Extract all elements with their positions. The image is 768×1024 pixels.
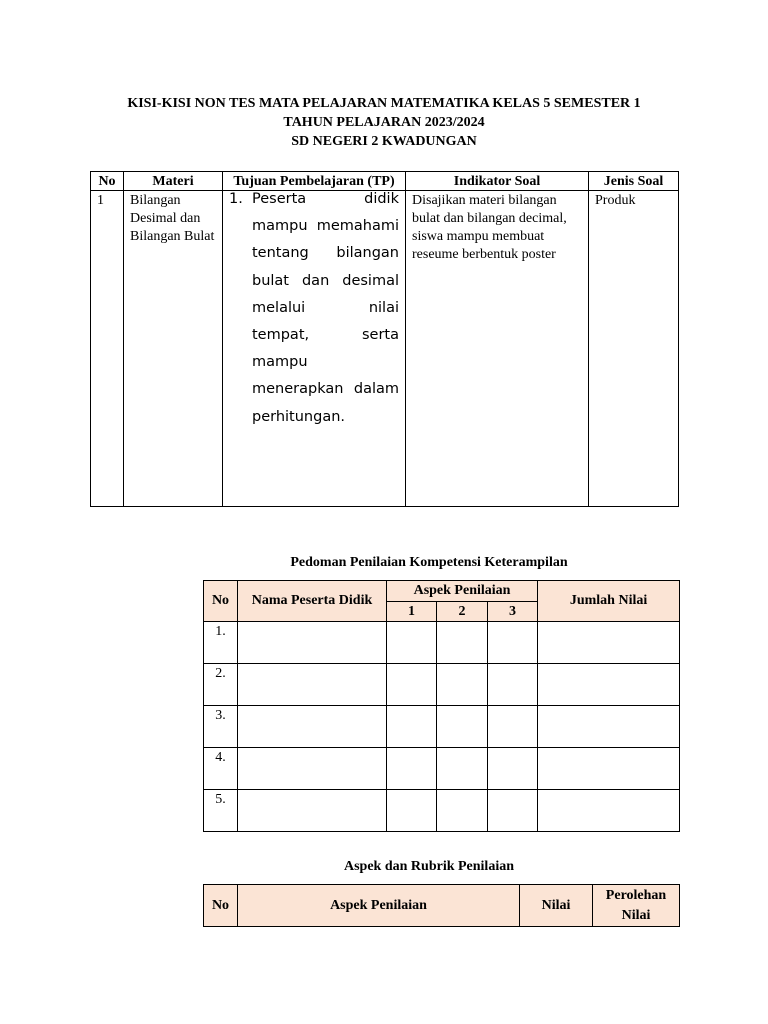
table-row [204,790,680,832]
cell-aspek-2 [437,790,488,832]
rubrik-header-no: No [204,885,238,927]
pedoman-header-aspek-1: 1 [387,602,437,622]
cell-aspek-3 [488,664,538,706]
cell-jumlah [538,748,680,790]
rubrik-header-perolehan: Perolehan Nilai [593,885,680,927]
pedoman-header-aspek: Aspek Penilaian [387,581,538,602]
pedoman-header-row [204,581,680,602]
cell-aspek-1 [387,622,437,664]
cell-aspek-1 [387,790,437,832]
doc-title-line2: TAHUN PELAJARAN 2023/2024 [283,115,485,130]
pedoman-header-jumlah: Jumlah Nilai [538,581,680,622]
cell-aspek-1 [387,748,437,790]
table-row [204,622,680,664]
cell-nama [238,664,387,706]
rubrik-header-row [204,885,680,927]
cell-aspek-2 [437,706,488,748]
cell-jumlah [538,622,680,664]
pedoman-header-aspek-2: 2 [437,602,488,622]
kisi-kisi-table [90,171,679,507]
rubrik-table [203,884,680,927]
rubrik-header-nilai: Nilai [520,885,593,927]
table-row [204,706,680,748]
cell-aspek-1 [387,706,437,748]
cell-nama [238,748,387,790]
header-indikator: Indikator Soal [406,172,589,191]
pedoman-table [203,580,680,832]
cell-jumlah [538,664,680,706]
row-indikator: Disajikan materi bilangan bulat dan bilangan decimal, siswa mampu membuat reseume berbentuk poster [406,191,589,507]
header-no: No [91,172,124,191]
tp-text: Peserta didik mampu memahami tentang bilangan bulat dan desimal melalui nilai tempat, serta mampu menerapkan dalam perhitungan. [252,191,399,425]
pedoman-header-no: No [204,581,238,622]
cell-nama [238,790,387,832]
doc-title-line3: SD NEGERI 2 KWADUNGAN [291,134,477,149]
cell-aspek-3 [488,622,538,664]
table-row [204,664,680,706]
pedoman-header-aspek-3: 3 [488,602,538,622]
row-number: 3. [204,706,238,748]
row-jenis: Produk [589,191,679,507]
cell-aspek-2 [437,664,488,706]
row-number: 4. [204,748,238,790]
cell-aspek-3 [488,790,538,832]
cell-aspek-3 [488,748,538,790]
cell-nama [238,706,387,748]
table-row [204,748,680,790]
row-number: 2. [204,664,238,706]
cell-aspek-2 [437,748,488,790]
row-materi: Bilangan Desimal dan Bilangan Bulat [124,191,223,507]
row-no: 1 [91,191,124,507]
pedoman-header-nama: Nama Peserta Didik [238,581,387,622]
row-number: 5. [204,790,238,832]
rubrik-header-aspek: Aspek Penilaian [238,885,520,927]
kisi-row [91,191,679,507]
header-tujuan: Tujuan Pembelajaran (TP) [223,172,406,191]
cell-aspek-3 [488,706,538,748]
rubrik-title: Aspek dan Rubrik Penilaian [344,859,514,874]
cell-nama [238,622,387,664]
header-materi: Materi [124,172,223,191]
doc-title-line1: KISI-KISI NON TES MATA PELAJARAN MATEMATIKA KELAS 5 SEMESTER 1 [127,96,641,111]
cell-aspek-1 [387,664,437,706]
pedoman-title: Pedoman Penilaian Kompetensi Keterampilan [290,555,568,570]
cell-aspek-2 [437,622,488,664]
row-number: 1. [204,622,238,664]
cell-jumlah [538,706,680,748]
header-jenis: Jenis Soal [589,172,679,191]
tp-number: 1. [229,191,243,207]
cell-jumlah [538,790,680,832]
row-tujuan [223,191,406,507]
